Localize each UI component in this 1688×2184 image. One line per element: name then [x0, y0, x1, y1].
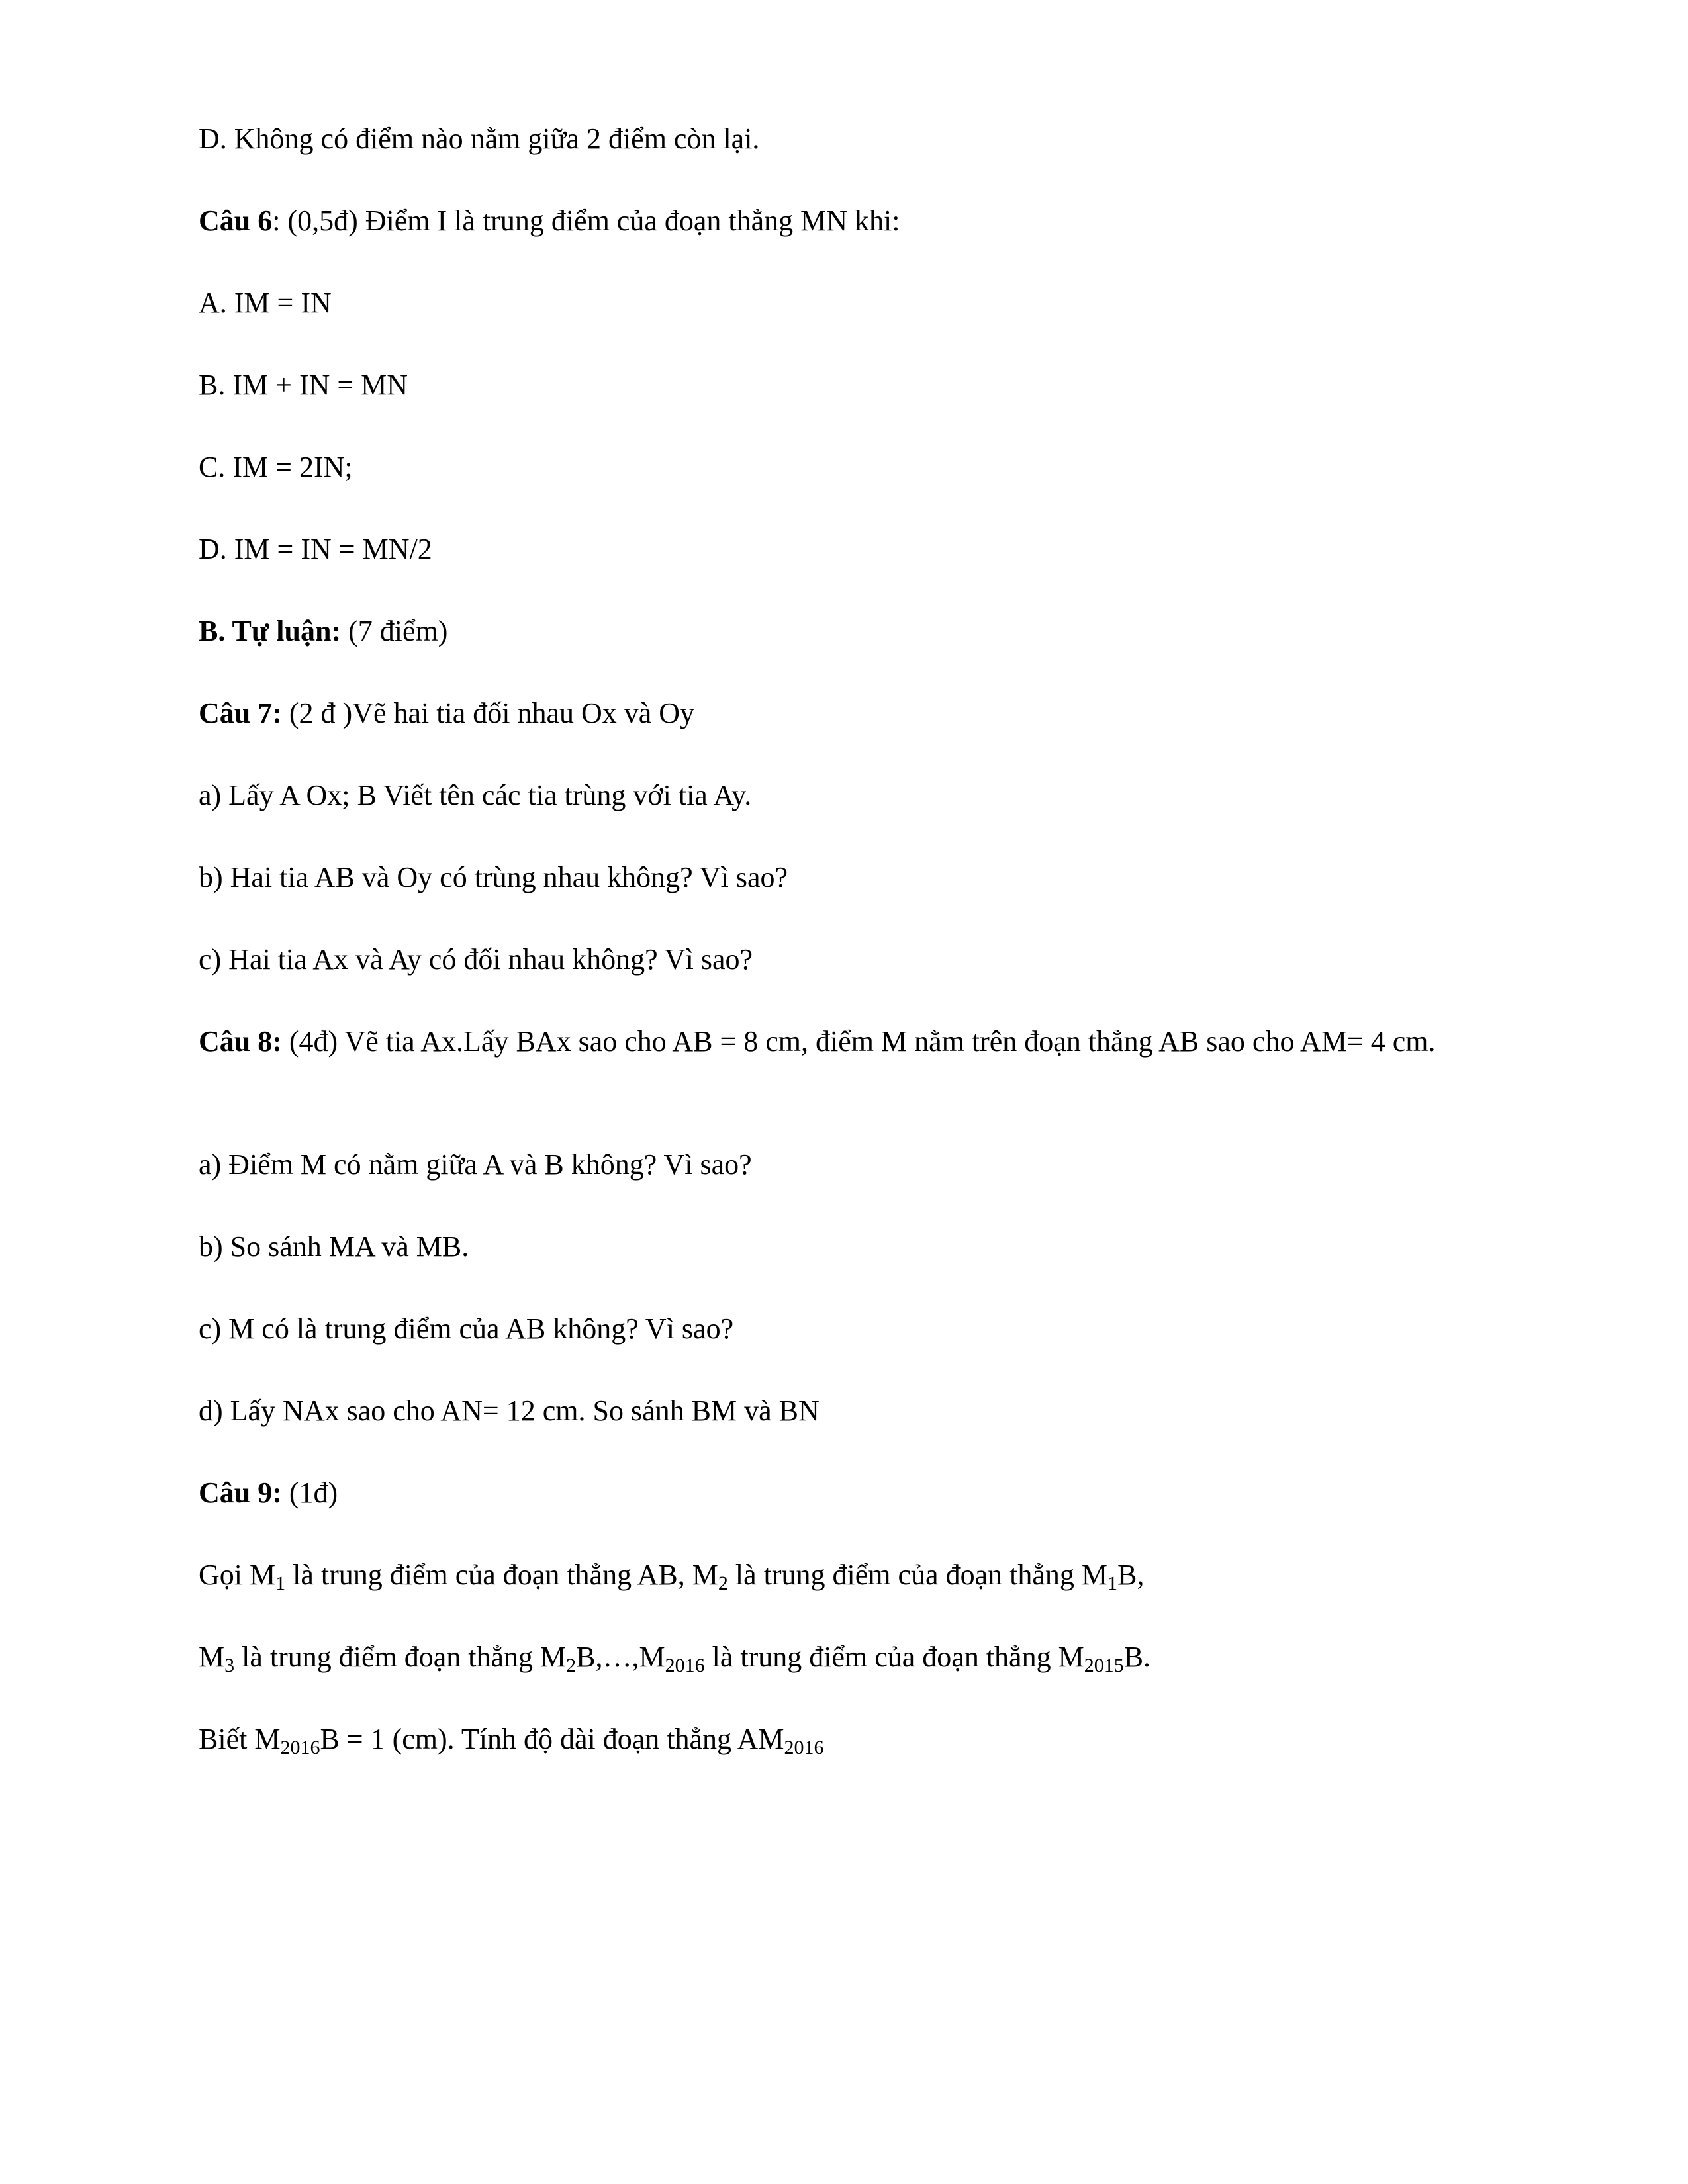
q6-label: Câu 6: [199, 205, 273, 237]
q9-line1-text: B,: [1117, 1559, 1145, 1591]
q6-option-a: A. IM = IN: [199, 287, 332, 319]
subscript: 3: [224, 1655, 235, 1676]
q8-item-d: d) Lấy NAx sao cho AN= 12 cm. So sánh BM và BN: [199, 1394, 820, 1427]
q9-line1-text: Gọi M: [199, 1559, 276, 1591]
subscript: 2: [718, 1572, 728, 1594]
subscript: 1: [1107, 1572, 1117, 1594]
part-b-points: (7 điểm): [341, 615, 448, 647]
subscript: 2016: [784, 1737, 824, 1758]
q6-question: [199, 201, 900, 242]
subscript: 2016: [665, 1655, 705, 1676]
q8-item-c: c) M có là trung điểm của AB không? Vì sao?: [199, 1312, 734, 1345]
part-b-heading: [199, 611, 447, 652]
q9-label: Câu 9:: [199, 1477, 282, 1509]
q8-item-b: b) So sánh MA và MB.: [199, 1230, 469, 1263]
q7-text: (2 đ )Vẽ hai tia đối nhau Ox và Oy: [281, 697, 695, 729]
q9-line2-text: M: [199, 1641, 225, 1673]
q9-line-2: [199, 1637, 1150, 1678]
q9-line-3: [199, 1719, 824, 1760]
subscript: 1: [275, 1572, 286, 1594]
q9-line2-text: là trung điểm đoạn thẳng M: [234, 1641, 567, 1673]
part-b-label: B. Tự luận:: [199, 615, 342, 647]
q6-option-c: C. IM = 2IN;: [199, 451, 353, 483]
q7-item-a: a) Lấy A Ox; B Viết tên các tia trùng với tia Ay.: [199, 779, 752, 811]
q9-line1-text: là trung điểm của đoạn thẳng AB, M: [285, 1559, 718, 1591]
q8-label: Câu 8:: [199, 1025, 282, 1058]
q9-line2-text: B,…,M: [576, 1641, 665, 1673]
q7-item-b: b) Hai tia AB và Oy có trùng nhau không? Vì sao?: [199, 861, 788, 893]
q8-item-a: a) Điểm M có nằm giữa A và B không? Vì sao?: [199, 1148, 752, 1181]
q9-line3-text: Biết M: [199, 1723, 281, 1755]
q7-label: Câu 7:: [199, 697, 282, 729]
q9-line2-text: B.: [1123, 1641, 1151, 1673]
q7-item-c: c) Hai tia Ax và Ay có đối nhau không? Vì sao?: [199, 943, 753, 976]
q8-question: [199, 1021, 1496, 1062]
q9-points: (1đ): [281, 1477, 338, 1509]
q9-line3-text: B = 1 (cm). Tính độ dài đoạn thẳng AM: [320, 1723, 784, 1755]
q9-line1-text: là trung điểm của đoạn thẳng M: [727, 1559, 1107, 1591]
subscript: 2: [566, 1655, 577, 1676]
q5-option-d: D. Không có điểm nào nằm giữa 2 điểm còn lại.: [199, 122, 760, 155]
q6-option-b: B. IM + IN = MN: [199, 369, 408, 401]
q6-option-d: D. IM = IN = MN/2: [199, 533, 432, 565]
q9-question: [199, 1473, 338, 1514]
q9-line-1: [199, 1555, 1144, 1596]
subscript: 2015: [1084, 1655, 1124, 1676]
q7-question: [199, 693, 694, 734]
q9-line2-text: là trung điểm của đoạn thẳng M: [704, 1641, 1084, 1673]
q6-text: : (0,5đ) Điểm I là trung điểm của đoạn thẳng MN khi:: [272, 205, 900, 237]
subscript: 2016: [280, 1737, 320, 1758]
q8-text: (4đ) Vẽ tia Ax.Lấy BAx sao cho AB = 8 cm, điểm M nằm trên đoạn thẳng AB sao cho AM= 4 cm.: [281, 1025, 1436, 1058]
